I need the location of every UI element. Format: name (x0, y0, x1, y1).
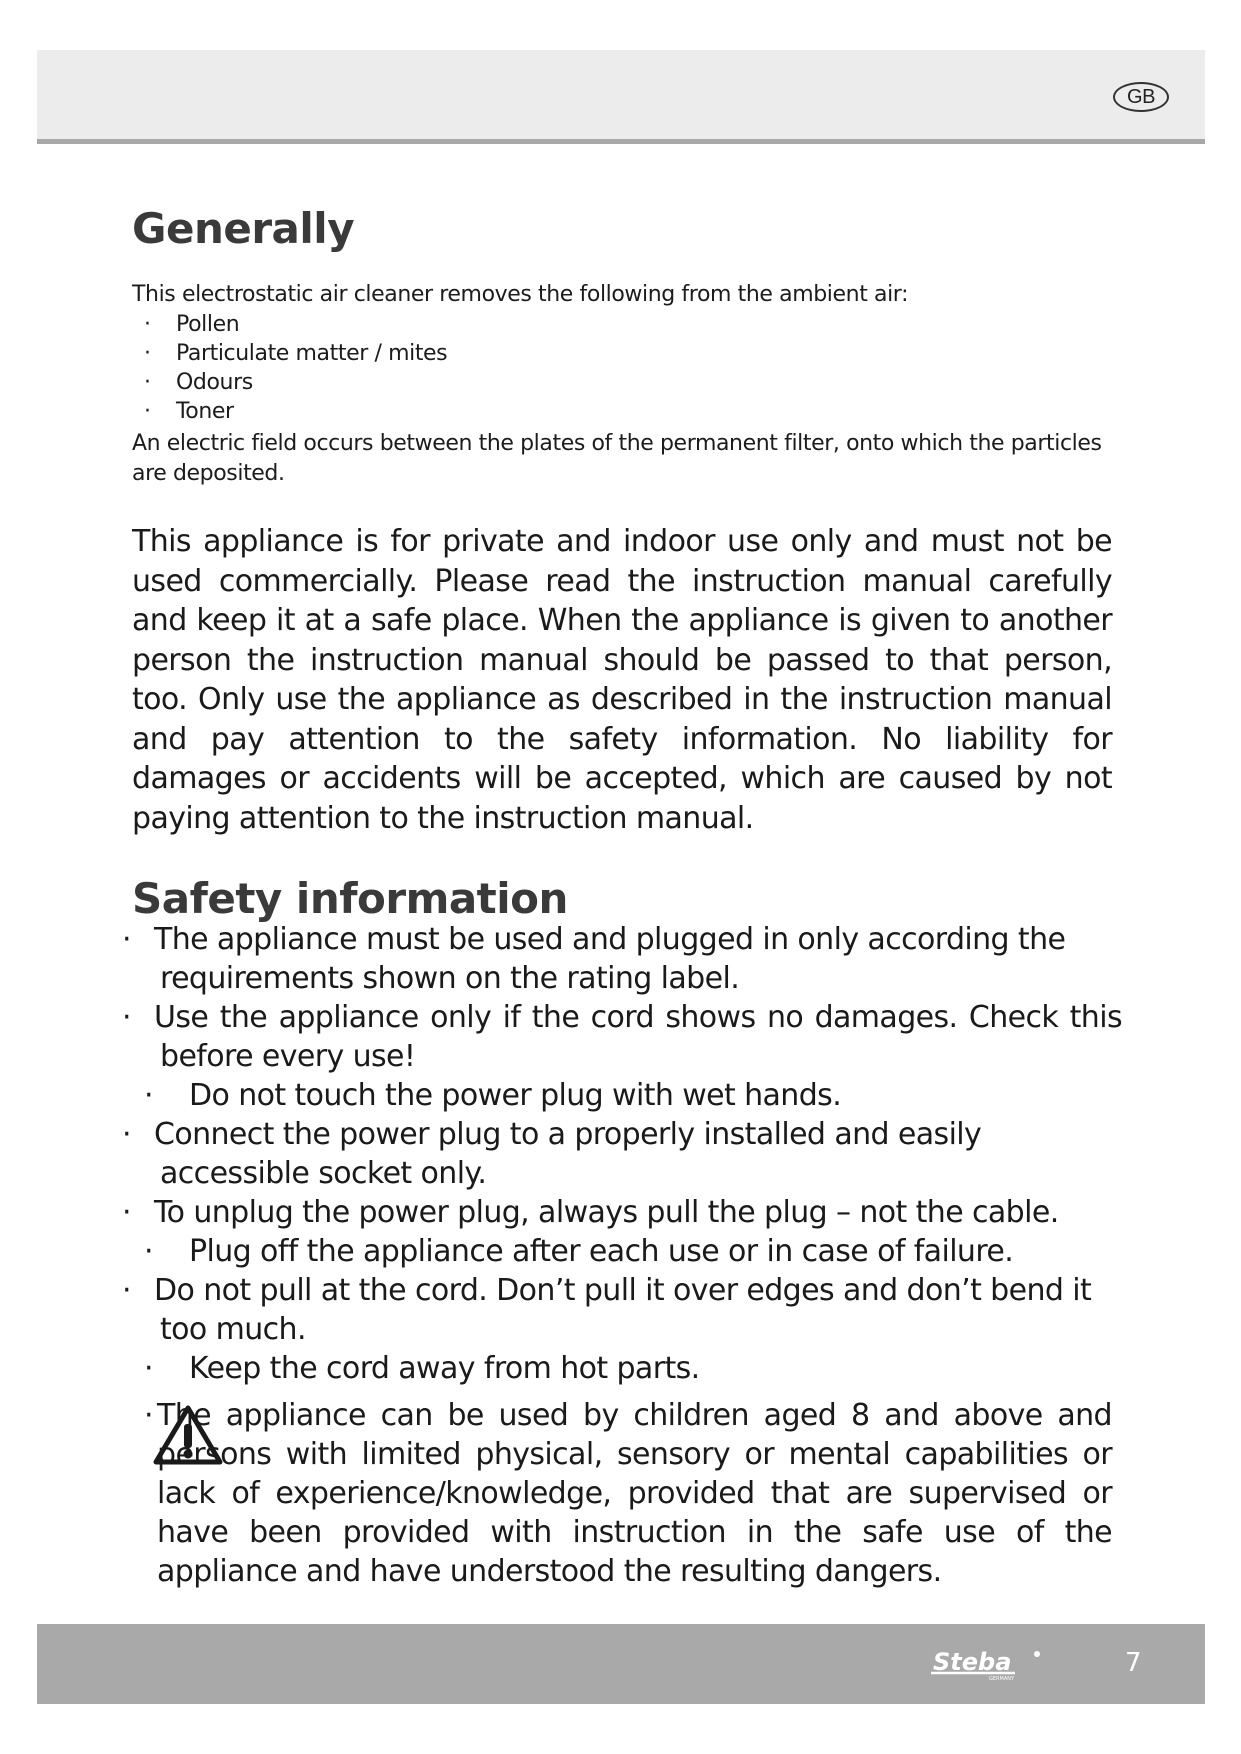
list-item: · Pollen (144, 312, 240, 337)
section-title-generally: Generally (132, 204, 355, 253)
steba-logo (927, 1646, 1087, 1682)
safety-item: · Connect the power plug to a properly installed and easily accessible socket only. (122, 1117, 982, 1191)
safety-item: · Do not pull at the cord. Don’t pull it over edges and don’t bend it too much. (122, 1273, 1092, 1347)
svg-text:GERMANY: GERMANY (989, 1676, 1015, 1682)
section-title-safety: Safety information (132, 874, 568, 923)
list-item: · Odours (144, 370, 253, 395)
bullet-dot: · (144, 1398, 154, 1433)
removed-items-list (132, 310, 447, 426)
intro-text: This electrostatic air cleaner removes the following from the ambient air: (132, 282, 909, 307)
header-band (37, 50, 1205, 144)
list-item: · Particulate matter / mites (144, 341, 448, 366)
list-item: · Toner (144, 399, 234, 424)
safety-item: · Plug off the appliance after each use or in case of failure. (144, 1234, 1014, 1269)
svg-text:Steba: Steba (933, 1648, 1012, 1676)
safety-item: · Use the appliance only if the cord shows no damages. Check this before every use! (122, 1000, 1122, 1074)
usage-paragraph: This appliance is for private and indoor use only and must not be used commercially. Please read the instruction manual carefully and keep it at a safe place. When the appliance is given to another person the instruction manual should be passed to that person, too. Only use the appliance as described in the instruction manual and pay attention to the safety information. No liability for damages or accidents will be accepted, which are caused by not paying attention to the instruction manual. (132, 524, 1112, 836)
language-badge: GB (1113, 82, 1169, 112)
safety-item: · The appliance must be used and plugged in only according the requirements shown on the rating label. (122, 922, 1066, 996)
safety-item: · To unplug the power plug, always pull the plug – not the cable. (122, 1195, 1059, 1230)
page-number: 7 (1125, 1648, 1142, 1678)
safety-item: · Keep the cord away from hot parts. (144, 1351, 700, 1386)
children-safety-text: The appliance can be used by children aged 8 and above and persons with limited physical, sensory or mental capabilities or lack of experience/knowledge, provided that are supervised or have been provided with instruction in the safe use of the appliance and have understood the resulting dangers. (157, 1398, 1112, 1589)
safety-list (122, 920, 1122, 1388)
safety-item: · Do not touch the power plug with wet hands. (144, 1078, 842, 1113)
footer-band (37, 1624, 1205, 1704)
electric-field-text: An electric field occurs between the plates of the permanent filter, onto which the particles are deposited. (132, 431, 1102, 486)
